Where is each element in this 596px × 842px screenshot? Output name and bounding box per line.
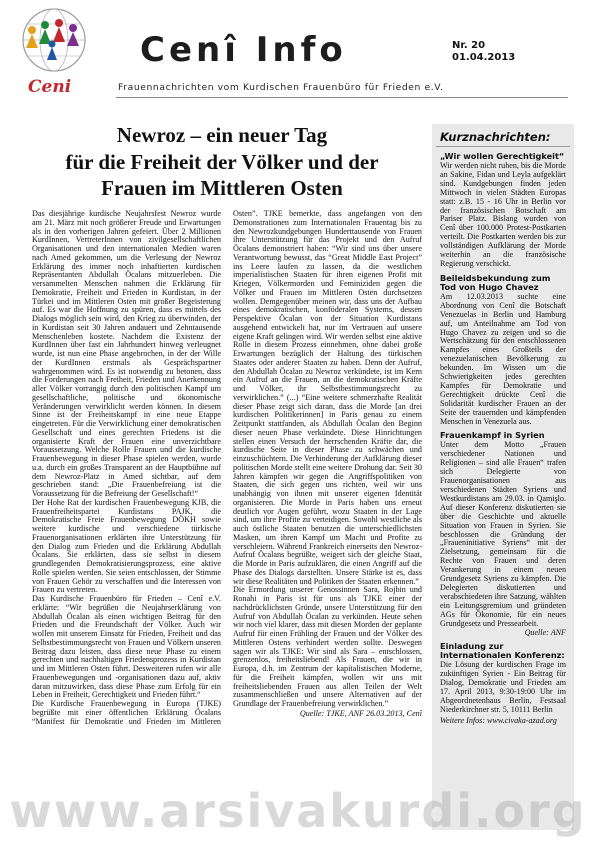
headline-line-1: Newroz – ein neuer Tag <box>116 123 328 147</box>
news-text: Wir werden nicht ruhen, bis die Morde an Sakine, Fidan und Leyla aufgeklärt sind. Kundgebungen finden jeden Mittwoch in vielen Städten Europas statt: z.B. 15 - 16 Uhr in Berlin vor der französischen Botschaft am Pariser Platz. Bislang wurden von Cenî über 100.000 Protest-Postkarten verteilt. Die Postkarten werden bis zur vollständigen Aufklärung der Morde weiterhin an die französische Regierung verschickt. <box>440 161 566 268</box>
issue-number: Nr. 20 <box>452 40 486 51</box>
article-paragraph: Das diesjährige kurdische Neujahrsfest Newroz wurde am 21. März mit noch größerer Freude und Erwartungen als in den vorherigen Jahren gefeiert. Über 2 Millionen KurdInnen, VertreterInnen von zivilgesellschaftlichen Organisationen und den internationalen Medien waren nach Amed gekommen, um die Verlesung der Newroz Erklärung des immer noch inhaftierten kurdischen Repräsentanten Abdullah Öcalans mitzuerleben. Die versammelten Menschen nahmen die Erklärung für Demokratie, Freiheit und Frieden in Kurdistan, in der Türkei und im Mittleren Osten mit großer Begeisterung auf. Es war die Hoffnung zu spüren, dass es mittels des Dialogs möglich sein wird, den Krieg zu überwinden, der in Kurdistan seit 30 Jahren andauert und Zehntausende Menschenleben kostete. Nachdem die Existenz der KurdInnen über fast ein Jahrhundert hinweg verleugnet wurde, ist nun eine Phase angebrochen, in der der Wille der KurdInnen erstmals als Gesprächspartner wahrgenommen wird. Es ist notwendig zu betonen, dass die Forderungen nach Freiheit, Frieden und Anerkennung aller Völker vorrangig durch den politischen Kampf um gesellschaftliche, politische und ökonomische Veränderungen verwirklicht werden können. In diesem Sinne ist der Freiheitskampf in eine neue Etappe eingetreten. Für die Verwirklichung einer demokratischen Gesellschaft und eines gerechten Friedens ist die organisierte Kraft der Frauen eine unverzichtbare Voraussetzung. Welche Rolle Frauen und die kurdische Frauenbewegung in dieser Phase spielen werden, wurde u.a. durch ein großes Transparent an der Hauptbühne auf dem Newroz-Platz in Amed sichtbar, auf dem geschrieben stand: „Die Frauenbefreiung ist die Voraussetzung für die Befreiung der Gesellschaft!“ <box>32 210 221 498</box>
watermark: www.arsivakurdi.org <box>9 784 587 838</box>
news-sidebar <box>432 124 574 830</box>
headline-line-2: für die Freiheit der Völker und der <box>65 149 379 174</box>
sidebar-title: Kurznachrichten: <box>436 124 570 147</box>
sidebar-content <box>432 152 574 726</box>
article-body <box>32 210 422 826</box>
news-text: Unter dem Motto „Frauen verschiedener Nationen und Religionen – sind alle Frauen“ trafen sich Delegierte von Frauenorganisationen aus verschiedenen Städten Syriens und Westkurdistans am 29.03. in Qamişlo. Auf dieser Konferenz diskutierten sie über die Geschichte und aktuelle Situation von Frauen in Syrien. Sie beschlossen die Gründung der „Fraueninitiative Syriens“ mit der Zielsetzung, gemeinsam für die Rechte von Frauen und deren Verankerung in einem neuen Grundgesetz Syriens zu kämpfen. Die Delegierten diskutierten und verabschiedeten ihre Satzung, wählten ein Leitungsgremium und gründeten AGs für Ökonomie, für ein neues Grundgesetz und Pressearbeit. <box>440 440 566 628</box>
news-heading: „Wir wollen Gerechtigkeit“ <box>440 151 565 161</box>
news-text: Die Lösung der kurdischen Frage im zukünftigen Syrien - Ein Beitrag für Dialog, Demokratie und Frieden am 17. April 2013, 9:30-19:00 Uhr im Abgeordnetenhaus Berlin, Festsaal Niederkirchner str. 5, 10111 Berlin <box>440 660 566 714</box>
tagline: Frauennachrichten vom Kurdischen Frauenbüro für Frieden e.V. <box>118 82 444 93</box>
article-paragraph: Die Ermordung unserer Genossinnen Sara, Rojbin und Ronahi in Paris ist für uns als TJKE einer der nachdrücklichsten Gründe, unsere Unterstützung für den Aufruf von Abdullah Öcalan zu verkünden. Heute sehen wir noch viel klarer, dass mit diesen Morden der geplante Aufruf für einen Frühling der Frauen und der Völker des Mittleren Ostens verhindert werden sollte. Deswegen sagen wir als TJKE: Wir sind als Sara – entschlossen, grenzenlos, freiheitsliebend! Als Frauen, die wir in Europa, d.h. im Zentrum der kapitalistischen Moderne, für die Freiheit kämpfen, wollen wir uns mit freiheitsliebenden Frauen aus allen Teilen der Welt zusammenschließen und unsere Alternativen auf der Grundlage der Frauenbefreiung verwirklichen.” <box>233 585 422 708</box>
news-heading: Beileidsbekundung zum Tod von Hugo Chavez <box>440 272 551 292</box>
article-headline <box>22 122 422 202</box>
article-paragraph: Der Hohe Rat der kurdischen Frauenbewegung KJB, die Frauenfreiheitspartei Kurdistans PAJK, die Demokratische Freie Frauenbewegung DÖKH sowie weitere kurdische und verschiedene türkische Frauenorganisationen erklärten ihre Unterstützung für den Dialog zum Frieden und die Erklärung Abdullah Öcalans. Sie erklärten, dass sie selbst in diesem grundlegenden Demokratisierungsprozess, eine aktive Rolle spielen werden. Sie seien entschlossen, der Stimme von Frauen Gehör zu verschaffen und die Interessen von Frauen zu vertreten. <box>32 497 221 595</box>
article-source: Quelle: TJKE, ANF 26.03.2013, Cenî <box>299 708 422 718</box>
news-source: Quelle: ANF <box>524 627 566 637</box>
article-paragraph: Das Kurdische Frauenbüro für Frieden – Cenî e.V. erklärte: “Wir begrüßen die Neujahrserklärung von Abdullah Öcalan als einen wichtigen Beitrag für den Frieden und die Freundschaft der Völker. Auch wir wollen mit unserem Einsatz für Frieden, Freiheit und das Selbstbestimmungsrecht von Frauen und Völkern unseren Beitrag dazu leisten, dass diese neue Phase zu einem gerechten und nachhaltigen Friedensprozess in Kurdistan und im Mittleren Osten führt. Desweiteren rufen wir alle Frauenbewegungen und -organisationen dazu auf, aktiv daran mitzuwirken, dass diese Phase zum Erfolg für ein Leben in Freiheit, Gerechtigkeit und Frieden führt.“ <box>32 594 221 700</box>
more-info-link[interactable]: Weitere Infos: www.civaka-azad.org <box>440 715 557 725</box>
news-heading: Einladung zur Internationalen Konferenz: <box>440 641 565 661</box>
article-paragraph: Die Kurdische Frauenbewegung in Europa (TJKE) begrüßte mit einer öffentlichen Erklärung Öcalans “Manifest für Demokratie und Frieden im Mittleren Osten”. TJKE bemerkte, dass angefangen von den Demonstrationen zum Internationalen Frauentag bis zu den Newrozkundgebungen Hunderttausende von Frauen ihre Unterstützung für das Projekt und den Aufruf Öcalans demonstriert haben: “Wir sind uns über unsere Verantwortung bewusst, das “Great Middle East Project” ins Leere laufen zu lassen, da die westlichen imperialistischen Staaten für ihren eigenen Profit mit Kriegen, Völkermorden und Feminiziden gegen die Völker und Frauen im Mittleren Osten durchsetzen wollen. Demgegenüber meinen wir, dass uns der Aufbau eines demokratischen, konföderalen Systems, dessen Perspektive Öcalan von der Situation Kurdistans ausgehend entwickelt hat, nur im Vertrauen auf unsere eigene Kraft gelingen wird. Wir werden selbst eine aktive Rolle in diesem Prozess einnehmen, ohne dabei große Erwartungen bezüglich der Haltung des türkischen Staates oder anderer Staaten zu haben. Denn der Aufruf, den Abdullah Öcalan zu Newroz verkündete, ist im Kern ein Aufruf an die Frauen, an die demokratischen Kräfte und Völker, ihr Selbstbestimmungsrecht zu verwirklichen.” (...) “Eine weitere schmerzhafte Realität dieser Phase zeigt sich daran, dass die Morde [an drei kurdischen Politikerinnen] in Paris genau zu einem Zeitpunkt stattfanden, als Abdullah Öcalan den Beginn dieser neuen Phase verkündete. Diese Hinrichtungen stellen einen Versuch der herrschenden Kräfte dar, die kurdische Seite in dieser Phase zu schwächen und einzuschüchtern. Die Verhinderung der Aufklärung dieser politischen Morde stellt eine weitere Drohung dar. Seit 30 Jahren kämpfen wir gegen die Angriffspolitiken von Staaten, die sich gegen uns richten, weil wir uns unabhängig von ihnen mit unserer eigenen Identität organisieren. Die Morde in Paris haben uns erneut deutlich vor Augen geführt, wozu Staaten in der Lage sind, um ihre Profite zu verteidigen. Sowohl westliche als auch östliche Staaten benutzen die unterschiedlichsten Masken, um ihren Kampf um Macht und Profite zu verschleiern. Während Frankreich einerseits den Newroz-Aufruf Öcalans begrüßte, weigert sich der gleiche Staat, die Morde in Paris aufzuklären, die einen Angriff auf die Phase des Dialogs darstellten. Unsere Stärke ist es, dass wir diese Realitäten und Politiken der Staaten erkennen.” <box>32 210 422 726</box>
logo-text: Ceni <box>28 77 72 97</box>
news-heading: Frauenkampf in Syrien <box>440 430 545 441</box>
issue-info <box>452 40 515 64</box>
newsletter-title: Cenî Info <box>140 30 347 70</box>
news-text: Am 12.03.2013 suchte eine Abordnung von Cenî die Botschaft Venezuelas in Berlin und Hamburg auf, um Anteilnahme am Tod von Hugo Chavez zu zeigen und so die Wertschätzung für den entschlossenen Kampfes eines Großteils der venezuelanischen Bevölkerung zu bekunden. Im Wissen um die Schwierigkeiten jedes gerechten Kampfes für Demokratie und Gerechtigkeit drückte Cenî die Solidarität kurdischer Frauen an der Seite der trauernden und kämpfenden Menschen in Venezuela aus. <box>440 291 566 426</box>
issue-date: 01.04.2013 <box>452 52 516 63</box>
header-rule <box>116 97 568 98</box>
masthead <box>0 0 596 108</box>
ceni-logo <box>6 4 110 100</box>
headline-line-3: Frauen im Mittleren Osten <box>101 176 343 200</box>
